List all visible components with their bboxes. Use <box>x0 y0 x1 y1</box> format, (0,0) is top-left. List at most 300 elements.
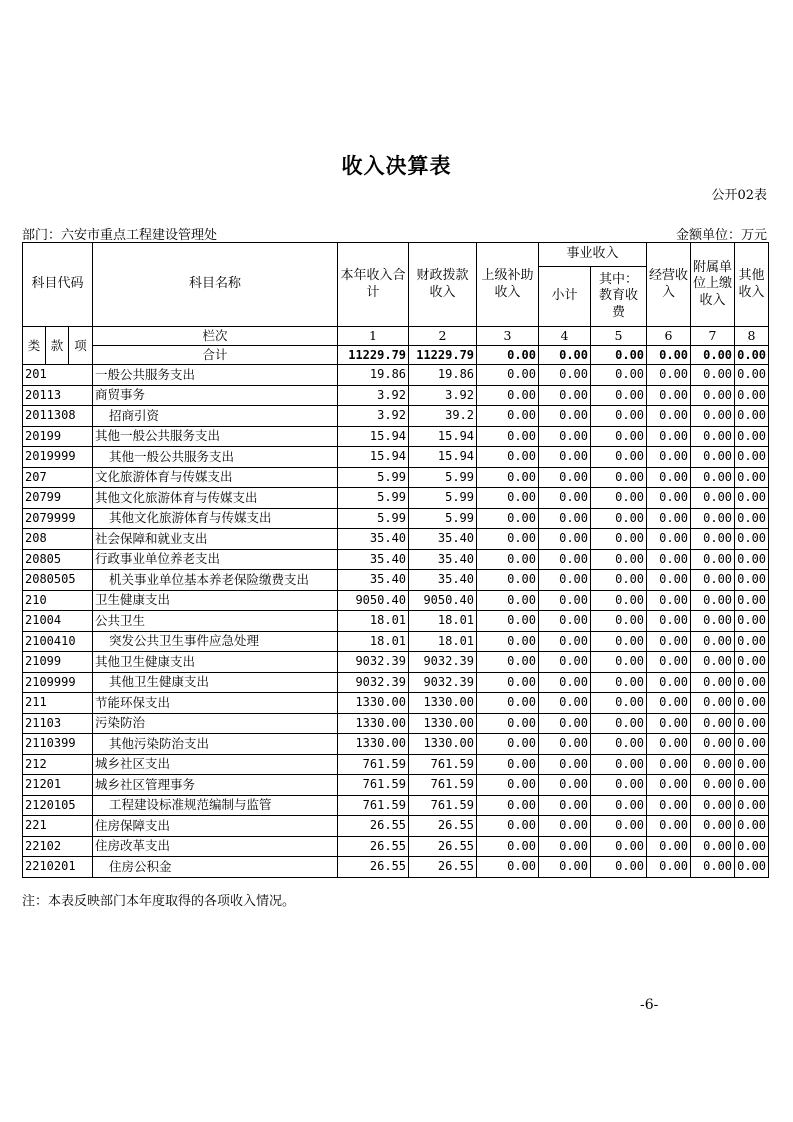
amount-cell: 35.40 <box>409 529 477 550</box>
table-row <box>23 672 769 693</box>
subject-code: 207 <box>23 467 93 488</box>
amount-cell: 18.01 <box>409 631 477 652</box>
amount-cell: 0.00 <box>539 857 591 878</box>
amount-cell: 0.00 <box>735 795 769 816</box>
amount-cell: 15.94 <box>409 426 477 447</box>
subject-name: 商贸事务 <box>93 385 338 406</box>
amount-cell: 0.00 <box>647 631 691 652</box>
table-row <box>23 693 769 714</box>
amount-cell: 0.00 <box>735 365 769 386</box>
total-value: 11229.79 <box>409 346 477 365</box>
amount-cell: 0.00 <box>691 631 735 652</box>
amount-cell: 0.00 <box>477 529 539 550</box>
subject-code: 20113 <box>23 385 93 406</box>
table-row <box>23 426 769 447</box>
amount-cell: 0.00 <box>647 816 691 837</box>
amount-cell: 0.00 <box>647 549 691 570</box>
amount-cell: 35.40 <box>409 549 477 570</box>
subject-name: 文化旅游体育与传媒支出 <box>93 467 338 488</box>
subject-code: 212 <box>23 754 93 775</box>
total-value: 0.00 <box>477 346 539 365</box>
subject-name: 节能环保支出 <box>93 693 338 714</box>
amount-cell: 0.00 <box>735 508 769 529</box>
amount-cell: 0.00 <box>591 508 647 529</box>
table-row <box>23 467 769 488</box>
amount-cell: 0.00 <box>477 816 539 837</box>
amount-cell: 0.00 <box>477 406 539 427</box>
amount-cell: 0.00 <box>539 406 591 427</box>
amount-cell: 0.00 <box>691 857 735 878</box>
amount-cell: 0.00 <box>591 775 647 796</box>
amount-cell: 18.01 <box>409 611 477 632</box>
subject-code: 210 <box>23 590 93 611</box>
subject-code: 201 <box>23 365 93 386</box>
amount-cell: 0.00 <box>735 816 769 837</box>
subject-name: 社会保障和就业支出 <box>93 529 338 550</box>
amount-cell: 1330.00 <box>338 693 409 714</box>
header-superior-subsidy: 上级补助收入 <box>477 243 539 327</box>
amount-cell: 0.00 <box>539 611 591 632</box>
amount-cell: 0.00 <box>591 426 647 447</box>
amount-cell: 0.00 <box>539 488 591 509</box>
amount-cell: 15.94 <box>409 447 477 468</box>
amount-cell: 0.00 <box>477 365 539 386</box>
header-kuan: 款 <box>46 327 69 365</box>
header-lei: 类 <box>23 327 46 365</box>
column-number: 5 <box>591 327 647 346</box>
amount-cell: 0.00 <box>691 365 735 386</box>
amount-cell: 35.40 <box>338 570 409 591</box>
subject-name: 住房公积金 <box>93 857 338 878</box>
amount-cell: 35.40 <box>338 549 409 570</box>
table-row <box>23 508 769 529</box>
amount-cell: 0.00 <box>691 529 735 550</box>
table-row <box>23 734 769 755</box>
amount-cell: 0.00 <box>691 488 735 509</box>
amount-cell: 9050.40 <box>409 590 477 611</box>
amount-cell: 0.00 <box>691 754 735 775</box>
amount-cell: 0.00 <box>647 775 691 796</box>
amount-cell: 0.00 <box>691 426 735 447</box>
amount-cell: 26.55 <box>409 816 477 837</box>
amount-cell: 0.00 <box>735 406 769 427</box>
amount-cell: 0.00 <box>735 426 769 447</box>
subject-code: 211 <box>23 693 93 714</box>
amount-cell: 9032.39 <box>338 672 409 693</box>
amount-cell: 0.00 <box>591 529 647 550</box>
amount-cell: 26.55 <box>409 857 477 878</box>
amount-cell: 1330.00 <box>409 734 477 755</box>
amount-cell: 26.55 <box>338 816 409 837</box>
amount-cell: 0.00 <box>477 754 539 775</box>
amount-cell: 0.00 <box>477 672 539 693</box>
amount-cell: 0.00 <box>647 713 691 734</box>
amount-cell: 19.86 <box>409 365 477 386</box>
amount-cell: 0.00 <box>735 488 769 509</box>
total-value: 0.00 <box>539 346 591 365</box>
amount-cell: 0.00 <box>477 857 539 878</box>
amount-cell: 0.00 <box>539 590 591 611</box>
amount-cell: 0.00 <box>591 385 647 406</box>
table-row <box>23 406 769 427</box>
amount-cell: 0.00 <box>477 693 539 714</box>
amount-cell: 35.40 <box>338 529 409 550</box>
subject-code: 2079999 <box>23 508 93 529</box>
amount-cell: 5.99 <box>409 508 477 529</box>
income-table <box>22 242 769 878</box>
amount-cell: 19.86 <box>338 365 409 386</box>
amount-cell: 0.00 <box>647 836 691 857</box>
amount-cell: 0.00 <box>591 713 647 734</box>
table-row <box>23 529 769 550</box>
total-value: 0.00 <box>647 346 691 365</box>
amount-cell: 0.00 <box>647 426 691 447</box>
amount-cell: 0.00 <box>477 488 539 509</box>
table-row <box>23 590 769 611</box>
amount-cell: 0.00 <box>477 631 539 652</box>
amount-cell: 0.00 <box>691 467 735 488</box>
header-subject-code: 科目代码 <box>23 243 93 327</box>
amount-cell: 761.59 <box>338 775 409 796</box>
subject-code: 20799 <box>23 488 93 509</box>
subject-code: 20199 <box>23 426 93 447</box>
subject-name: 其他一般公共服务支出 <box>93 426 338 447</box>
table-row <box>23 652 769 673</box>
subject-name: 卫生健康支出 <box>93 590 338 611</box>
amount-cell: 0.00 <box>691 693 735 714</box>
subject-code: 221 <box>23 816 93 837</box>
subject-code: 2120105 <box>23 795 93 816</box>
table-row <box>23 385 769 406</box>
subject-name: 住房保障支出 <box>93 816 338 837</box>
subject-code: 2080505 <box>23 570 93 591</box>
total-value: 0.00 <box>691 346 735 365</box>
amount-cell: 0.00 <box>691 447 735 468</box>
total-label: 合计 <box>93 346 338 365</box>
amount-cell: 0.00 <box>477 590 539 611</box>
amount-cell: 26.55 <box>409 836 477 857</box>
amount-cell: 18.01 <box>338 611 409 632</box>
amount-cell: 0.00 <box>647 488 691 509</box>
subject-code: 2100410 <box>23 631 93 652</box>
total-value: 0.00 <box>591 346 647 365</box>
amount-cell: 0.00 <box>647 672 691 693</box>
subject-name: 行政事业单位养老支出 <box>93 549 338 570</box>
column-number: 6 <box>647 327 691 346</box>
amount-cell: 761.59 <box>338 795 409 816</box>
amount-cell: 0.00 <box>647 754 691 775</box>
subject-name: 城乡社区管理事务 <box>93 775 338 796</box>
subject-name: 一般公共服务支出 <box>93 365 338 386</box>
amount-cell: 9032.39 <box>409 672 477 693</box>
amount-cell: 0.00 <box>647 570 691 591</box>
amount-cell: 39.2 <box>409 406 477 427</box>
amount-cell: 0.00 <box>691 734 735 755</box>
subject-name: 其他文化旅游体育与传媒支出 <box>93 488 338 509</box>
subject-code: 208 <box>23 529 93 550</box>
amount-cell: 9050.40 <box>338 590 409 611</box>
amount-cell: 0.00 <box>591 406 647 427</box>
amount-cell: 0.00 <box>735 590 769 611</box>
subject-name: 招商引资 <box>93 406 338 427</box>
amount-cell: 0.00 <box>735 529 769 550</box>
amount-cell: 1330.00 <box>409 693 477 714</box>
amount-cell: 761.59 <box>338 754 409 775</box>
amount-cell: 0.00 <box>477 836 539 857</box>
amount-cell: 0.00 <box>691 775 735 796</box>
table-code: 公开02表 <box>711 188 767 203</box>
amount-cell: 0.00 <box>477 467 539 488</box>
amount-cell: 0.00 <box>477 775 539 796</box>
amount-cell: 0.00 <box>539 836 591 857</box>
amount-cell: 0.00 <box>477 795 539 816</box>
amount-cell: 0.00 <box>647 734 691 755</box>
amount-cell: 1330.00 <box>409 713 477 734</box>
amount-cell: 0.00 <box>735 836 769 857</box>
table-row <box>23 816 769 837</box>
amount-cell: 26.55 <box>338 857 409 878</box>
amount-cell: 1330.00 <box>338 734 409 755</box>
header-operating-income: 经营收入 <box>647 243 691 327</box>
table-row <box>23 570 769 591</box>
subject-code: 21099 <box>23 652 93 673</box>
amount-cell: 0.00 <box>735 467 769 488</box>
subject-name: 其他卫生健康支出 <box>93 652 338 673</box>
amount-cell: 0.00 <box>647 693 691 714</box>
subject-code: 21004 <box>23 611 93 632</box>
amount-cell: 0.00 <box>591 570 647 591</box>
amount-cell: 0.00 <box>539 426 591 447</box>
amount-cell: 0.00 <box>539 365 591 386</box>
amount-cell: 0.00 <box>591 549 647 570</box>
amount-cell: 0.00 <box>735 611 769 632</box>
subject-name: 机关事业单位基本养老保险缴费支出 <box>93 570 338 591</box>
amount-cell: 0.00 <box>591 857 647 878</box>
amount-cell: 0.00 <box>735 631 769 652</box>
amount-cell: 0.00 <box>591 734 647 755</box>
amount-cell: 5.99 <box>409 488 477 509</box>
amount-cell: 0.00 <box>735 693 769 714</box>
header-fiscal-income: 财政拨款收入 <box>409 243 477 327</box>
amount-cell: 0.00 <box>591 672 647 693</box>
table-row <box>23 631 769 652</box>
amount-cell: 3.92 <box>409 385 477 406</box>
amount-cell: 0.00 <box>691 713 735 734</box>
subject-name: 其他污染防治支出 <box>93 734 338 755</box>
amount-cell: 0.00 <box>691 590 735 611</box>
amount-cell: 5.99 <box>338 488 409 509</box>
amount-cell: 0.00 <box>477 734 539 755</box>
amount-cell: 0.00 <box>539 631 591 652</box>
amount-cell: 761.59 <box>409 795 477 816</box>
amount-cell: 0.00 <box>691 406 735 427</box>
table-row <box>23 754 769 775</box>
amount-cell: 0.00 <box>735 857 769 878</box>
subject-name: 其他文化旅游体育与传媒支出 <box>93 508 338 529</box>
subject-name: 其他一般公共服务支出 <box>93 447 338 468</box>
header-column-index: 栏次 <box>93 327 338 346</box>
amount-cell: 5.99 <box>338 467 409 488</box>
amount-cell: 0.00 <box>647 795 691 816</box>
amount-cell: 0.00 <box>539 816 591 837</box>
header-other-income: 其他收入 <box>735 243 769 327</box>
amount-cell: 0.00 <box>735 672 769 693</box>
amount-cell: 0.00 <box>647 385 691 406</box>
amount-cell: 9032.39 <box>338 652 409 673</box>
amount-cell: 0.00 <box>591 631 647 652</box>
amount-cell: 0.00 <box>539 734 591 755</box>
amount-cell: 0.00 <box>691 611 735 632</box>
amount-cell: 0.00 <box>539 447 591 468</box>
subject-code: 21201 <box>23 775 93 796</box>
column-number: 1 <box>338 327 409 346</box>
amount-cell: 0.00 <box>647 611 691 632</box>
amount-cell: 26.55 <box>338 836 409 857</box>
amount-cell: 761.59 <box>409 754 477 775</box>
amount-cell: 0.00 <box>691 570 735 591</box>
subject-name: 污染防治 <box>93 713 338 734</box>
amount-cell: 0.00 <box>735 754 769 775</box>
amount-cell: 0.00 <box>591 836 647 857</box>
column-number: 3 <box>477 327 539 346</box>
amount-cell: 0.00 <box>539 754 591 775</box>
column-number: 7 <box>691 327 735 346</box>
amount-cell: 0.00 <box>647 365 691 386</box>
page-title: 收入决算表 <box>341 153 452 178</box>
amount-cell: 0.00 <box>691 508 735 529</box>
amount-cell: 0.00 <box>539 385 591 406</box>
subject-code: 2210201 <box>23 857 93 878</box>
subject-code: 20805 <box>23 549 93 570</box>
amount-cell: 0.00 <box>477 570 539 591</box>
subject-code: 21103 <box>23 713 93 734</box>
amount-cell: 0.00 <box>477 508 539 529</box>
amount-cell: 0.00 <box>591 693 647 714</box>
amount-cell: 0.00 <box>691 795 735 816</box>
amount-cell: 0.00 <box>477 652 539 673</box>
table-row <box>23 365 769 386</box>
amount-cell: 5.99 <box>338 508 409 529</box>
header-affiliate-income: 附属单位上缴收入 <box>691 243 735 327</box>
amount-unit-label: 金额单位：万元 <box>675 228 767 243</box>
amount-cell: 0.00 <box>691 652 735 673</box>
amount-cell: 0.00 <box>539 672 591 693</box>
amount-cell: 0.00 <box>735 775 769 796</box>
table-row <box>23 795 769 816</box>
amount-cell: 0.00 <box>591 447 647 468</box>
department-label: 部门：六安市重点工程建设管理处 <box>22 228 218 243</box>
amount-cell: 0.00 <box>735 734 769 755</box>
amount-cell: 0.00 <box>539 795 591 816</box>
subject-name: 其他卫生健康支出 <box>93 672 338 693</box>
amount-cell: 0.00 <box>647 590 691 611</box>
amount-cell: 0.00 <box>591 365 647 386</box>
amount-cell: 0.00 <box>591 611 647 632</box>
amount-cell: 0.00 <box>691 672 735 693</box>
amount-cell: 0.00 <box>591 652 647 673</box>
amount-cell: 0.00 <box>647 447 691 468</box>
column-number: 4 <box>539 327 591 346</box>
table-row <box>23 611 769 632</box>
amount-cell: 0.00 <box>539 693 591 714</box>
amount-cell: 0.00 <box>539 467 591 488</box>
table-row <box>23 775 769 796</box>
amount-cell: 0.00 <box>539 529 591 550</box>
amount-cell: 0.00 <box>735 549 769 570</box>
amount-cell: 0.00 <box>539 570 591 591</box>
table-row <box>23 447 769 468</box>
amount-cell: 1330.00 <box>338 713 409 734</box>
amount-cell: 0.00 <box>735 570 769 591</box>
subject-name: 工程建设标准规范编制与监管 <box>93 795 338 816</box>
amount-cell: 0.00 <box>647 652 691 673</box>
column-number: 8 <box>735 327 769 346</box>
amount-cell: 18.01 <box>338 631 409 652</box>
amount-cell: 9032.39 <box>409 652 477 673</box>
amount-cell: 761.59 <box>409 775 477 796</box>
page-number: -6- <box>640 997 659 1013</box>
amount-cell: 0.00 <box>591 590 647 611</box>
amount-cell: 0.00 <box>691 836 735 857</box>
amount-cell: 0.00 <box>539 652 591 673</box>
amount-cell: 0.00 <box>477 385 539 406</box>
amount-cell: 0.00 <box>591 754 647 775</box>
amount-cell: 3.92 <box>338 385 409 406</box>
amount-cell: 0.00 <box>477 426 539 447</box>
amount-cell: 0.00 <box>735 713 769 734</box>
amount-cell: 0.00 <box>735 447 769 468</box>
amount-cell: 0.00 <box>539 508 591 529</box>
amount-cell: 0.00 <box>477 611 539 632</box>
subject-code: 22102 <box>23 836 93 857</box>
header-education-fee: 其中：教育收费 <box>591 267 647 327</box>
amount-cell: 0.00 <box>539 775 591 796</box>
amount-cell: 0.00 <box>691 385 735 406</box>
amount-cell: 5.99 <box>409 467 477 488</box>
amount-cell: 0.00 <box>591 467 647 488</box>
table-row <box>23 713 769 734</box>
amount-cell: 0.00 <box>647 857 691 878</box>
header-subtotal: 小计 <box>539 267 591 327</box>
amount-cell: 0.00 <box>647 467 691 488</box>
amount-cell: 0.00 <box>477 447 539 468</box>
subject-name: 城乡社区支出 <box>93 754 338 775</box>
subject-code: 2019999 <box>23 447 93 468</box>
amount-cell: 0.00 <box>539 713 591 734</box>
amount-cell: 0.00 <box>647 406 691 427</box>
subject-name: 突发公共卫生事件应急处理 <box>93 631 338 652</box>
subject-code: 2110399 <box>23 734 93 755</box>
header-subject-name: 科目名称 <box>93 243 338 327</box>
amount-cell: 15.94 <box>338 447 409 468</box>
amount-cell: 0.00 <box>591 488 647 509</box>
subject-name: 住房改革支出 <box>93 836 338 857</box>
amount-cell: 0.00 <box>477 713 539 734</box>
amount-cell: 0.00 <box>591 795 647 816</box>
amount-cell: 0.00 <box>735 385 769 406</box>
amount-cell: 0.00 <box>647 508 691 529</box>
amount-cell: 0.00 <box>539 549 591 570</box>
amount-cell: 35.40 <box>409 570 477 591</box>
amount-cell: 0.00 <box>477 549 539 570</box>
subject-code: 2109999 <box>23 672 93 693</box>
table-note: 注：本表反映部门本年度取得的各项收入情况。 <box>22 894 296 909</box>
table-row <box>23 857 769 878</box>
amount-cell: 15.94 <box>338 426 409 447</box>
amount-cell: 0.00 <box>591 816 647 837</box>
amount-cell: 3.92 <box>338 406 409 427</box>
table-row <box>23 549 769 570</box>
